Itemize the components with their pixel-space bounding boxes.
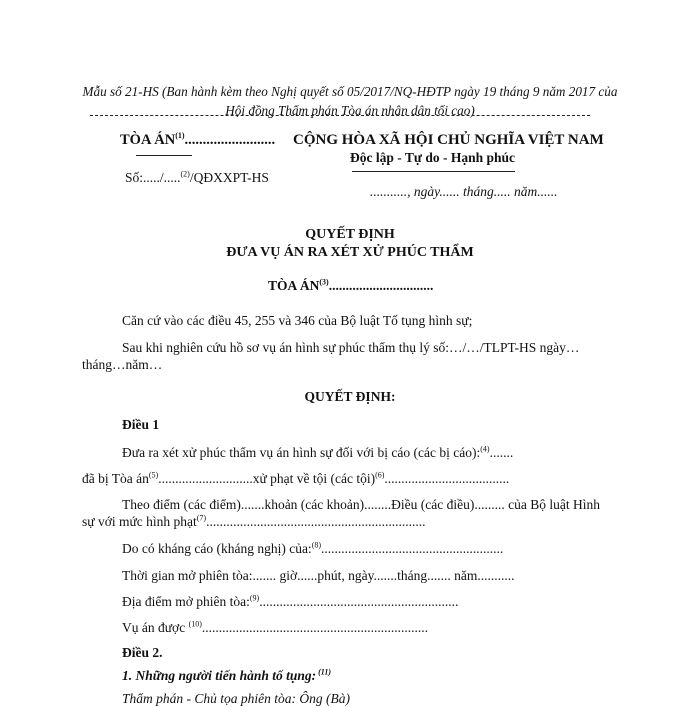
case-type-blank: ...................................................................: [201, 620, 429, 635]
article-1-appeal-line: [122, 541, 503, 557]
penalty-blank: .................................................................: [206, 514, 426, 529]
participants-footnote-ref: (11): [316, 667, 331, 677]
date-line: ..........., ngày...... tháng..... năm......: [370, 184, 558, 199]
penalty-text: sự với mức hình phạt: [82, 514, 197, 529]
national-motto: Độc lập - Tự do - Hạnh phúc: [350, 150, 516, 165]
crime-blank: .....................................: [384, 471, 510, 486]
court-underline: [136, 155, 192, 156]
defendant-footnote-ref: (4): [480, 444, 490, 454]
case-type-footnote-ref: (10): [188, 619, 202, 629]
motto-underline: [352, 171, 515, 172]
article-2-heading: Điều 2.: [122, 645, 163, 660]
sentenced-by-text: đã bị Tòa án: [82, 471, 149, 486]
article-1-case-type-line: [122, 620, 428, 636]
doc-number-footnote-ref: (2): [180, 169, 190, 179]
venue-text: Địa điểm mở phiên tòa:: [122, 594, 250, 609]
case-type-text: Vụ án được: [122, 620, 189, 635]
issuing-court: [268, 278, 433, 294]
venue-blank: ...........................................................: [259, 594, 459, 609]
venue-footnote-ref: (9): [249, 593, 260, 603]
document-title: QUYẾT ĐỊNH: [305, 227, 395, 242]
appeal-text: Do có kháng cáo (kháng nghị) của:: [122, 541, 312, 556]
decision-heading: QUYẾT ĐỊNH:: [304, 389, 396, 404]
court-blank: .........................: [184, 132, 276, 148]
review-line-1: Sau khi nghiên cứu hồ sơ vụ án hình sự phúc thẩm thụ lý số:…/…/TLPT-HS ngày…: [122, 340, 580, 355]
header-divider: [90, 115, 590, 116]
appeal-footnote-ref: (8): [311, 540, 322, 550]
doc-number-prefix: Số:...../.....: [125, 170, 181, 185]
article-2-judge-line: Thẩm phán - Chủ tọa phiên tòa: Ông (Bà): [122, 691, 350, 706]
article-1-sentence-line: [82, 471, 509, 487]
defendant-blank: .......: [489, 445, 514, 460]
court-name: [120, 132, 275, 149]
appeal-blank: ......................................................: [321, 541, 504, 556]
article-1-venue-line: [122, 594, 458, 610]
form-header-line-1: Mẫu số 21-HS (Ban hành kèm theo Nghị quyết số 05/2017/NQ-HĐTP ngày 19 tháng 9 năm 2017 của: [82, 84, 618, 99]
crime-text: ............................xử phạt về tội (các tội): [158, 471, 376, 486]
article-2-participants-heading: [122, 668, 331, 684]
issuing-court-blank: ...............................: [328, 278, 434, 293]
crime-footnote-ref: (6): [375, 470, 385, 480]
legal-basis: Căn cứ vào các điều 45, 255 và 346 của Bộ luật Tố tụng hình sự;: [122, 313, 473, 328]
court-label: TÒA ÁN: [120, 132, 176, 148]
review-line-2: tháng…năm…: [82, 357, 163, 372]
national-title: CỘNG HÒA XÃ HỘI CHỦ NGHĨA VIỆT NAM: [293, 132, 604, 148]
doc-number-suffix: /QĐXXPT-HS: [189, 170, 269, 185]
issuing-court-label: TÒA ÁN: [268, 278, 320, 293]
form-header-line-2: Hội đồng Thẩm phán Tòa án nhân dân tối cao): [225, 103, 475, 118]
court-footnote-ref: (1): [175, 131, 185, 141]
participants-text: 1. Những người tiến hành tố tụng:: [122, 668, 317, 683]
defendant-text: Đưa ra xét xử phúc thẩm vụ án hình sự đối với bị cáo (các bị cáo):: [122, 445, 481, 460]
sentenced-by-footnote-ref: (5): [148, 470, 159, 480]
penalty-footnote-ref: (7): [196, 513, 207, 523]
article-1-penalty-line: [82, 514, 425, 530]
document-subtitle: ĐƯA VỤ ÁN RA XÉT XỬ PHÚC THẨM: [226, 245, 474, 260]
article-1-defendant-line: [122, 445, 513, 461]
article-1-clause-line: Theo điểm (các điểm).......khoản (các khoản)........Điều (các điều)......... của Bộ luật Hình: [122, 497, 600, 512]
article-1-time-line: Thời gian mở phiên tòa:....... giờ......phút, ngày.......tháng....... năm...........: [122, 568, 515, 583]
article-1-heading: Điều 1: [122, 417, 160, 432]
issuing-court-footnote-ref: (3): [319, 277, 329, 287]
document-number: [125, 170, 269, 186]
